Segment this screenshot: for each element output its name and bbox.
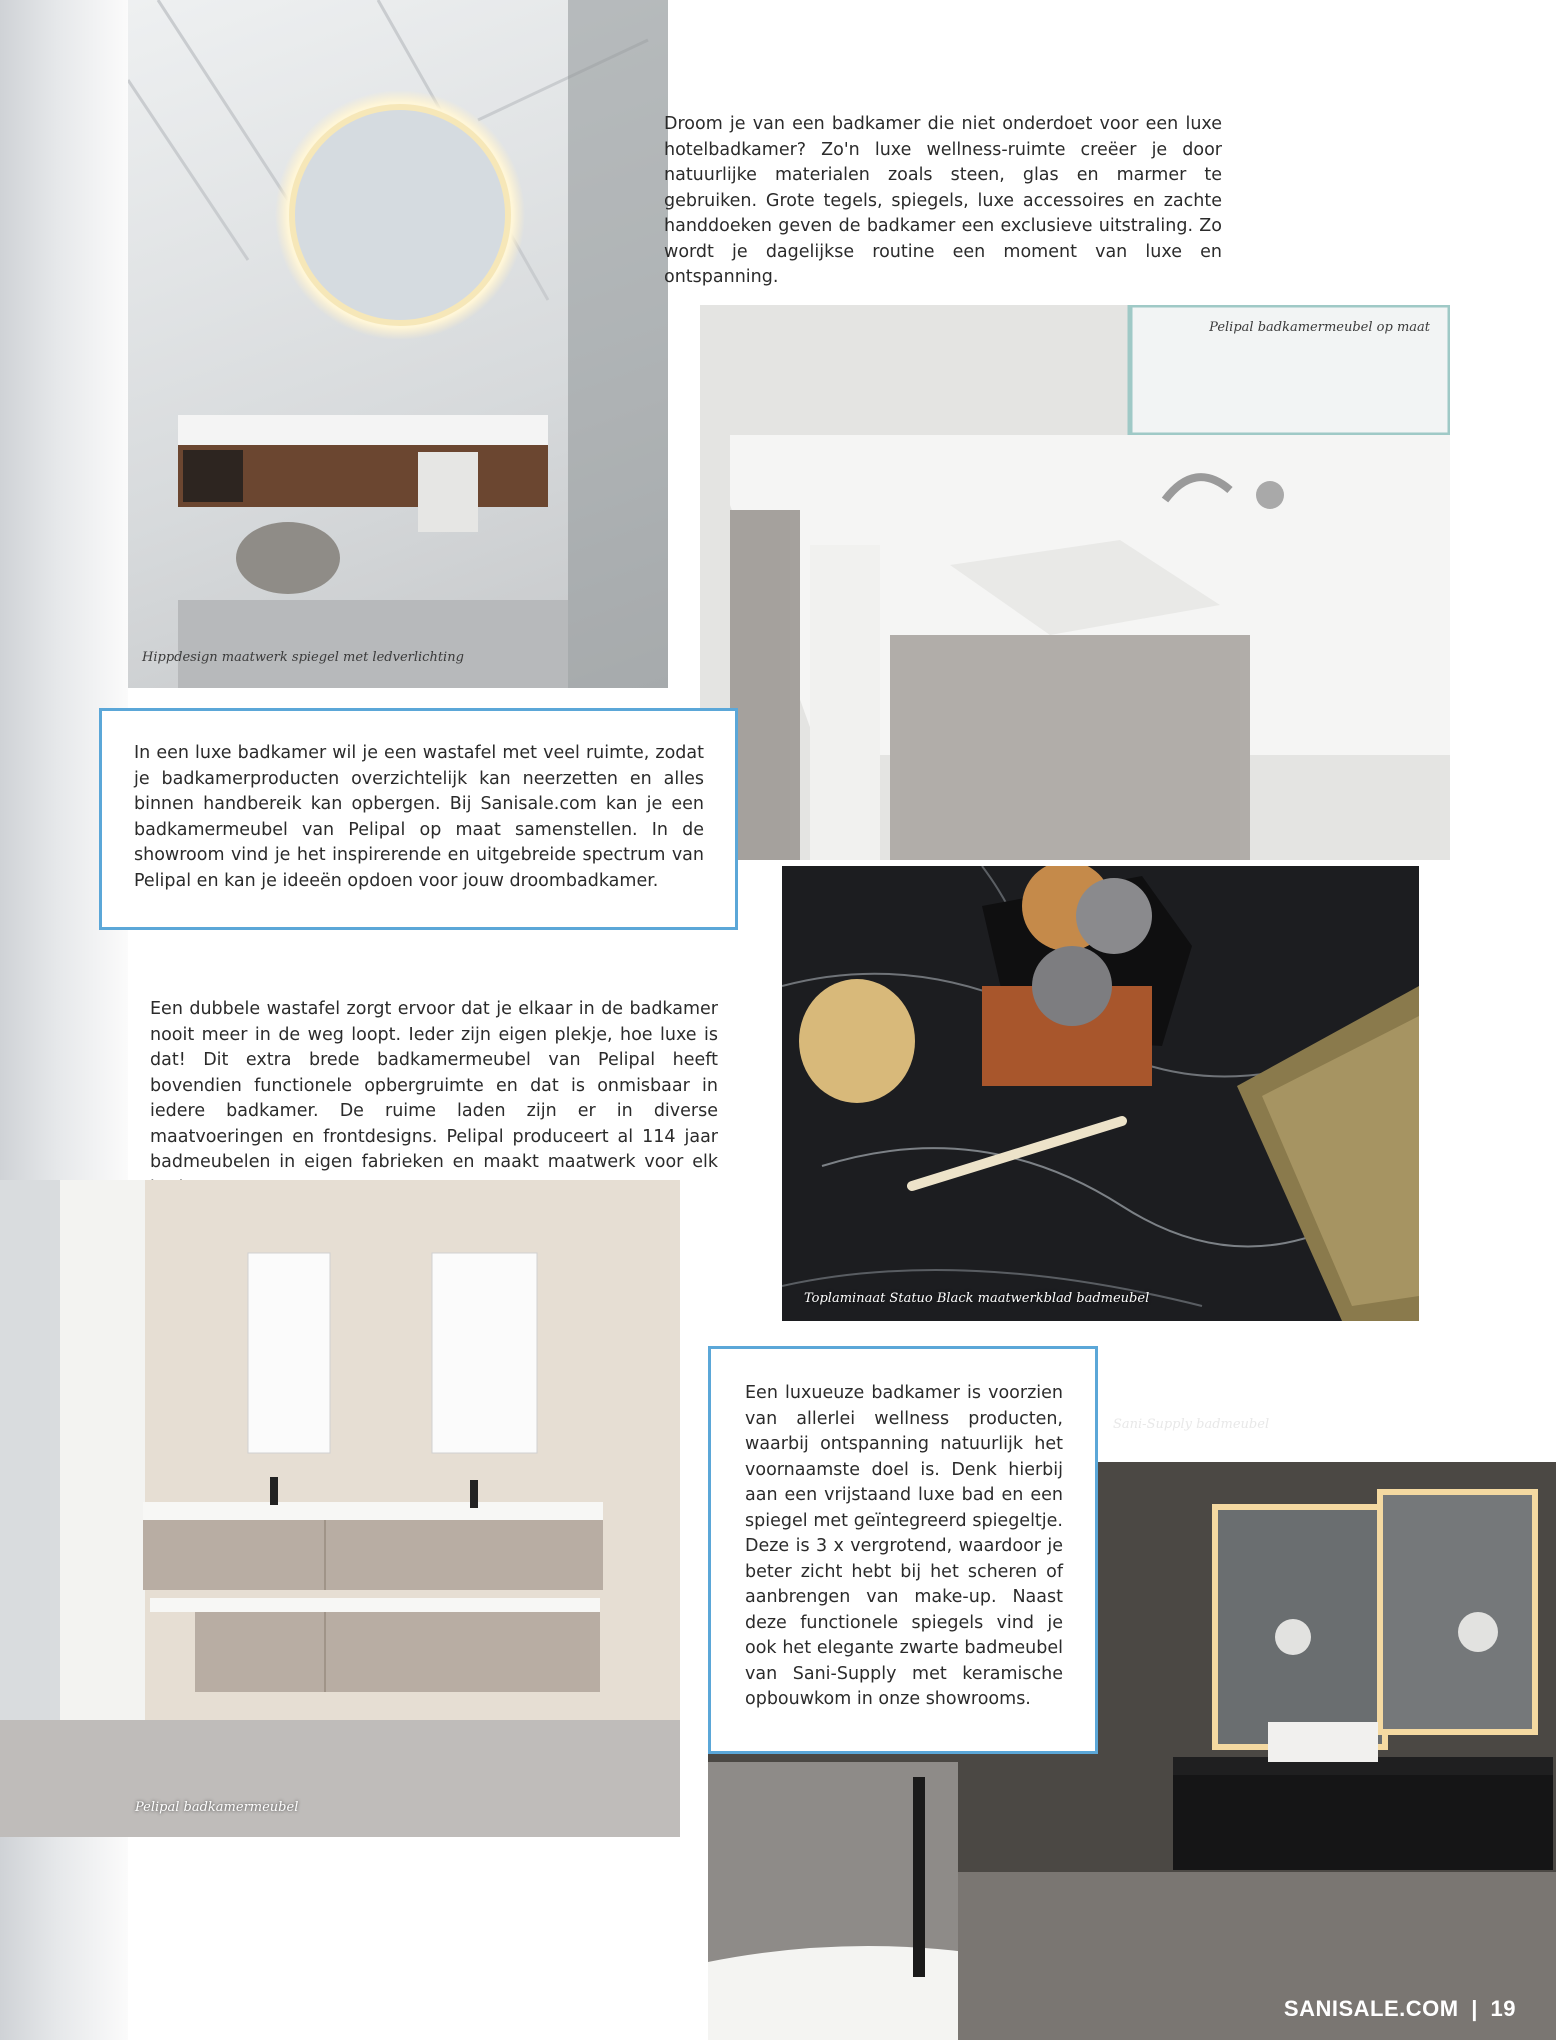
info-box-sani-supply [708,1346,1098,1754]
photo-pelipal-double-vanity [0,1180,680,1837]
photo-pelipal-washbasin [700,305,1450,860]
caption-pelipal-double: Pelipal badkamermeubel [135,1800,299,1815]
caption-led-mirror: Hippdesign maatwerk spiegel met ledverlichting [142,650,464,665]
caption-sani-supply: Sani-Supply badmeubel [1113,1417,1270,1432]
double-vanity-illustration [0,1180,680,1837]
caption-statuario: Toplaminaat Statuo Black maatwerkblad badmeubel [804,1291,1150,1306]
footer-separator: | [1471,1996,1478,2021]
page-footer [1284,1996,1516,2022]
double-washbasin-paragraph: Een dubbele wastafel zorgt ervoor dat je elkaar in de badkamer nooit meer in de weg loopt. Ieder zijn eigen plekje, hoe luxe is dat! Dit extra brede badkamermeubel van Pelipal heeft bovendien functionele opbergruimte en dat is onmisbaar in iedere badkamer. De ruime laden zijn er in diverse maatvoeringen en frontdesigns. Pelipal produceert al 114 jaar badmeubelen in eigen fabrieken en maakt maatwerk voor elk [150,999,718,1172]
info-box-pelipal-text: In een luxe badkamer wil je een wastafel met veel ruimte, zodat je badkamerproducten overzichtelijk kan neerzetten en alles binnen handbereik kan opbergen. Bij Sanisale.com kan je een badkamermeubel van Pelipal op maat samenstellen. In de showroom vind je het inspirerende en uitgebreide spectrum van Pelipal en kan je ideeën opdoen voor jouw droombadkamer. [134,743,704,891]
bathroom-illustration [128,0,668,688]
info-box-sani-supply-text: Een luxueuze badkamer is voorzien van allerlei wellness producten, waarbij ontspanning natuurlijk het voornaamste doel is. Denk hierbij aan een vrijstaand luxe bad en een spiegel met geïntegreerd spiegeltje. Deze is 3 x vergrotend, waardoor je beter zicht hebt bij het scheren of aanbrengen van make-up. Naast deze functionele spiegels vind je ook het elegante zwarte badmeubel van Sani-Supply met keramische opbouwkom in onze showrooms. [745,1383,1063,1709]
photo-statuario-black-countertop [782,866,1419,1321]
photo-led-mirror-bathroom [128,0,668,688]
intro-paragraph: Droom je van een badkamer die niet onderdoet voor een luxe hotelbadkamer? Zo'n luxe wellness-ruimte creëer je door natuurlijke materialen zoals steen, glas en marmer te gebruiken. Grote tegels, spiegels, luxe accessoires en zachte handdoeken geven de badkamer een exclusieve uitstraling. Zo wordt je dagelijkse routine een moment van luxe en ontspanning. [664,114,1222,287]
info-box-pelipal [99,708,738,930]
washbasin-illustration [700,305,1450,860]
caption-pelipal-maat: Pelipal badkamermeubel op maat [1209,320,1430,335]
page-number: 19 [1490,1996,1516,2021]
marble-illustration [782,866,1419,1321]
footer-site: SANISALE.COM [1283,1996,1459,2021]
